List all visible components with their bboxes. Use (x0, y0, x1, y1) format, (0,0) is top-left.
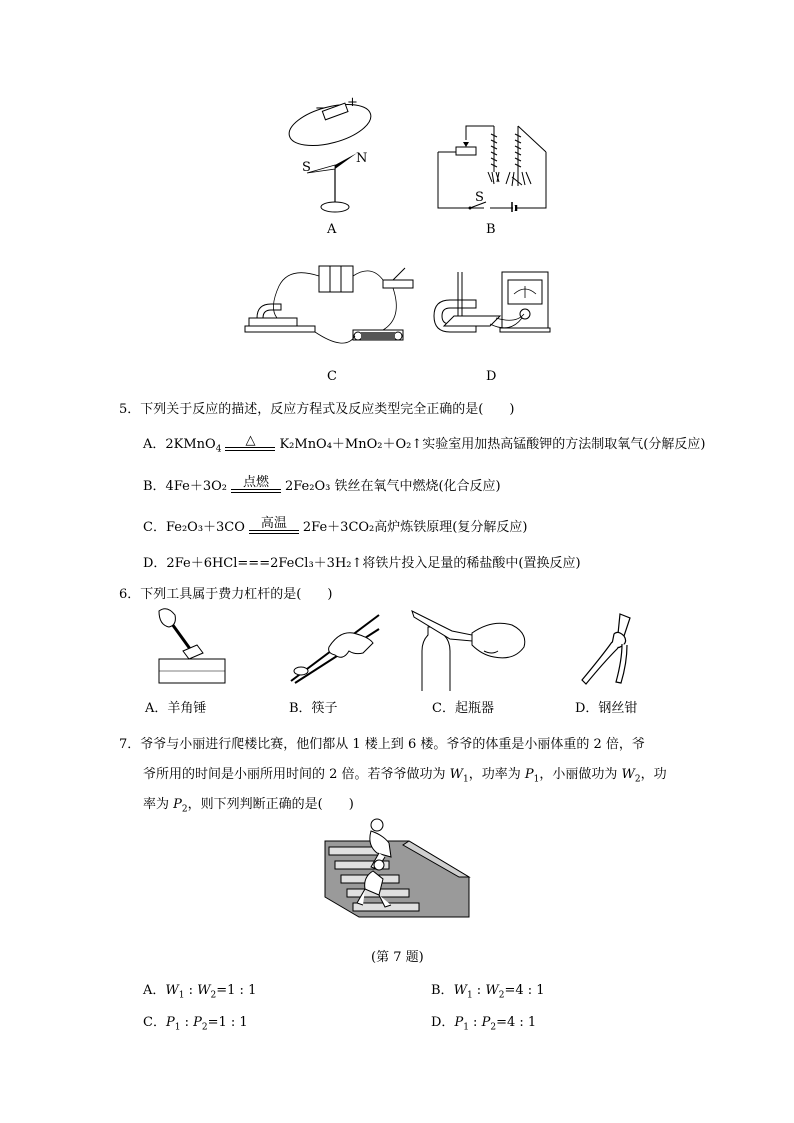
q7-line-2: 爷所用的时间是小丽所用时间的 2 倍。若爷爷做功为 $W_1$，功率为 $P_1$，小丽做功为 $W_2$，功 (143, 767, 667, 785)
q6-option-b: B．筷子 (289, 701, 338, 716)
figure-b-electromagnet-circuit (436, 122, 548, 212)
q5-c-condition: 高温 (249, 521, 299, 535)
bottle-opener-icon (404, 607, 532, 691)
q5-b-condition: 点燃 (231, 480, 281, 494)
q5-a-left: A．2KMnO (143, 437, 216, 452)
q7-line-3: 率为 $P_2$，则下列判断正确的是( ) (143, 797, 354, 815)
q5-stem: 5．下列关于反应的描述，反应方程式及反应类型完全正确的是( ) (119, 402, 515, 417)
q7-option-a: A．$W_1$ : $W_2=1$ : 1 (143, 983, 257, 1001)
q5-c-left: C．Fe₂O₃＋3CO (143, 520, 245, 535)
q6-option-d: D．钢丝钳 (575, 701, 638, 716)
q7-figure-caption: (第 7 题) (371, 950, 424, 965)
chopsticks-icon (285, 607, 381, 687)
figure-a-label: A (327, 222, 337, 237)
q5-a-condition: △ (225, 438, 275, 452)
compass-n-label: N (356, 151, 368, 166)
q5-option-b (143, 475, 501, 494)
stair-climbing-figure (319, 817, 471, 923)
figure-d-generator-galvanometer (430, 268, 560, 338)
q5-a-right: K₂MnO₄＋MnO₂＋O₂↑实验室用加热高锰酸钾的方法制取氧气(分解反应) (279, 437, 706, 452)
q5-b-left: B．4Fe＋3O₂ (143, 479, 227, 494)
figure-d-label: D (486, 369, 497, 384)
q5-option-a: A．2KMnO$_4$ △ K₂MnO₄＋MnO₂＋O₂↑实验室用加热高锰酸钾的方法制取氧气(分解反应) (143, 433, 706, 455)
q6-option-c: C．起瓶器 (432, 701, 494, 716)
figure-c-motor-circuit (243, 256, 423, 356)
wire-cutters-icon (574, 610, 636, 686)
q6-stem: 6．下列工具属于费力杠杆的是( ) (119, 587, 333, 602)
q5-option-d: D．2Fe＋6HCl===2FeCl₃＋3H₂↑将铁片投入足量的稀盐酸中(置换反应) (143, 556, 581, 571)
q6-option-a: A．羊角锤 (145, 701, 207, 716)
compass-s-label: S (302, 160, 311, 175)
q5-option-c (143, 516, 527, 535)
figure-c-label: C (327, 369, 337, 384)
q7-option-b: B．$W_1$ : $W_2=4$ : 1 (431, 983, 545, 1001)
q7-option-c: C．$P_1$ : $P_2=1$ : 1 (143, 1015, 248, 1033)
figure-b-label: B (486, 222, 496, 237)
figure-a-oersted (285, 97, 385, 217)
battery-plus-label: + (347, 95, 358, 110)
q7-option-d: D．$P_1$ : $P_2=4$ : 1 (431, 1015, 537, 1033)
switch-s-label: S (475, 190, 484, 205)
q5-c-right: 2Fe＋3CO₂高炉炼铁原理(复分解反应) (302, 520, 528, 535)
claw-hammer-icon (153, 607, 229, 687)
q5-b-right: 2Fe₂O₃ 铁丝在氧气中燃烧(化合反应) (284, 479, 501, 494)
q7-line-1: 7．爷爷与小丽进行爬楼比赛，他们都从 1 楼上到 6 楼。爷爷的体重是小丽体重的 2 倍，爷 (119, 737, 645, 752)
battery-minus-label: − (315, 101, 326, 116)
